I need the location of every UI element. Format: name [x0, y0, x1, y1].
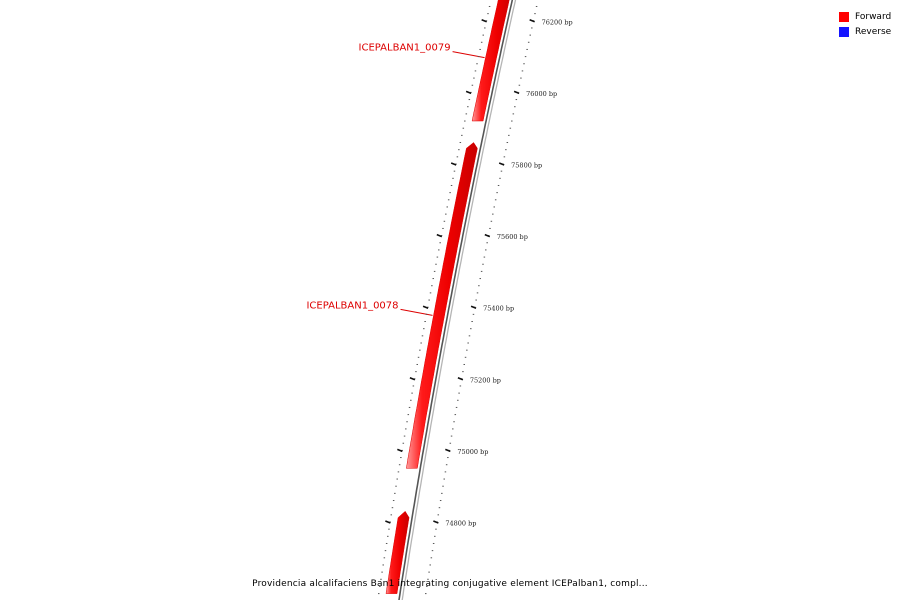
ruler-label: 76200 bp — [541, 18, 573, 27]
major-tick — [437, 235, 442, 237]
legend-reverse — [839, 24, 891, 39]
major-tick — [397, 449, 402, 451]
major-tick — [433, 521, 438, 523]
major-tick — [466, 91, 471, 93]
ruler-label: 75200 bp — [469, 376, 501, 385]
legend — [839, 9, 891, 39]
gene-label: ICEPALBAN1_0078 — [306, 300, 399, 312]
major-tick — [471, 306, 476, 308]
gene-label: ICEPALBAN1_0079 — [358, 42, 451, 54]
major-tick — [445, 449, 450, 451]
legend-reverse-label: Reverse — [855, 26, 892, 37]
major-tick — [514, 91, 519, 93]
major-tick — [458, 378, 463, 380]
major-tick — [485, 235, 490, 237]
major-tick — [451, 163, 456, 165]
legend-forward — [839, 9, 891, 24]
ruler-label: 74800 bp — [445, 519, 477, 528]
ruler-label: 75400 bp — [483, 304, 515, 313]
backbone-shadow-line — [401, 0, 518, 600]
gene-arrow[interactable] — [406, 143, 477, 469]
major-tick — [423, 306, 428, 308]
sequence-title: Providencia alcalifaciens Ban1 integrating conjugative element ICEPalban1, compl... — [252, 579, 648, 589]
major-tick — [410, 378, 415, 380]
ruler-label: 75800 bp — [511, 161, 543, 170]
ruler-label: 76000 bp — [526, 89, 558, 98]
major-tick — [530, 20, 535, 22]
major-tick — [499, 163, 504, 165]
ruler-label: 75000 bp — [457, 447, 489, 456]
forward-swatch — [839, 12, 849, 22]
ruler-label: 75600 bp — [496, 233, 528, 242]
gene-label-leader — [401, 309, 433, 315]
reverse-swatch — [839, 27, 849, 37]
major-tick — [385, 521, 390, 523]
backbone-line — [398, 0, 515, 600]
gene-label-leader — [453, 52, 485, 58]
legend-forward-label: Forward — [855, 11, 892, 22]
major-tick — [482, 20, 487, 22]
